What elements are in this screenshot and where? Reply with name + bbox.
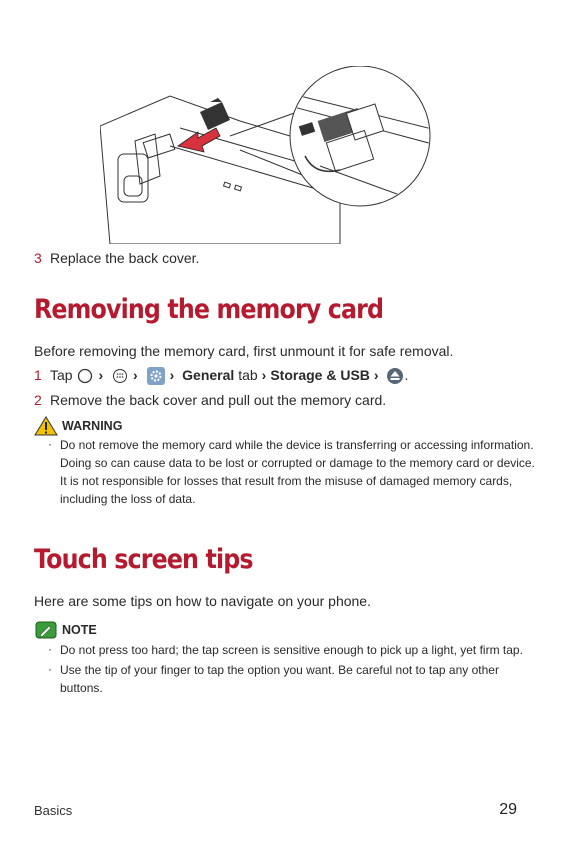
section-intro: Before removing the memory card, first unmount it for safe removal. (34, 343, 454, 359)
period: . (404, 367, 409, 383)
warning-label (34, 416, 122, 436)
tab-text: tab (238, 367, 258, 383)
note-item: · Do not press too hard; the tap screen is sensitive enough to pick up a light, yet firm tap. (48, 641, 536, 659)
footer-section-name: Basics (34, 803, 73, 818)
tap-text: Tap (50, 367, 73, 383)
warning-label-text: WARNING (62, 419, 123, 433)
chevron-icon: › (98, 367, 104, 383)
note-list (48, 641, 536, 699)
step-replace-back-cover (34, 249, 199, 267)
page-number: 29 (499, 801, 517, 818)
step-unmount (34, 366, 408, 386)
note-item: · Use the tip of your finger to tap the option you want. Be careful not to tap any other buttons. (48, 661, 536, 697)
note-icon (34, 620, 58, 640)
apps-icon (111, 367, 129, 385)
memory-card-insertion-illustration (100, 66, 440, 244)
eject-icon (386, 367, 404, 385)
chevron-icon: › (133, 367, 138, 383)
home-button-icon (76, 367, 94, 385)
note-label-text: NOTE (62, 623, 97, 637)
chevron-icon: › (169, 367, 175, 383)
general-tab-label: General (182, 367, 235, 383)
step-text: Replace the back cover. (50, 250, 200, 266)
warning-list (48, 436, 536, 510)
step-remove-card (34, 391, 386, 409)
note-label (34, 620, 97, 640)
storage-usb-label: Storage & USB (270, 367, 370, 383)
chevron-icon: › (261, 367, 267, 383)
section-intro: Here are some tips on how to navigate on your phone. (34, 593, 371, 609)
step-text: Remove the back cover and pull out the memory card. (50, 392, 387, 408)
chevron-icon: › (373, 367, 379, 383)
section-heading-removing-memory-card: Removing the memory card (34, 294, 384, 325)
step-number: 2 (34, 392, 42, 408)
warning-item: · Do not remove the memory card while the device is transferring or accessing information. Doing so can cause data to be lost or corrupted or damage to the memory card or device. It is not responsible for losses that result from the misuse of damaged memory cards, including the loss of data. (48, 436, 536, 508)
step-number: 3 (34, 250, 42, 266)
warning-icon (34, 416, 58, 436)
settings-icon (146, 366, 166, 386)
section-heading-touch-screen-tips: Touch screen tips (34, 544, 253, 575)
step-number: 1 (34, 367, 42, 383)
